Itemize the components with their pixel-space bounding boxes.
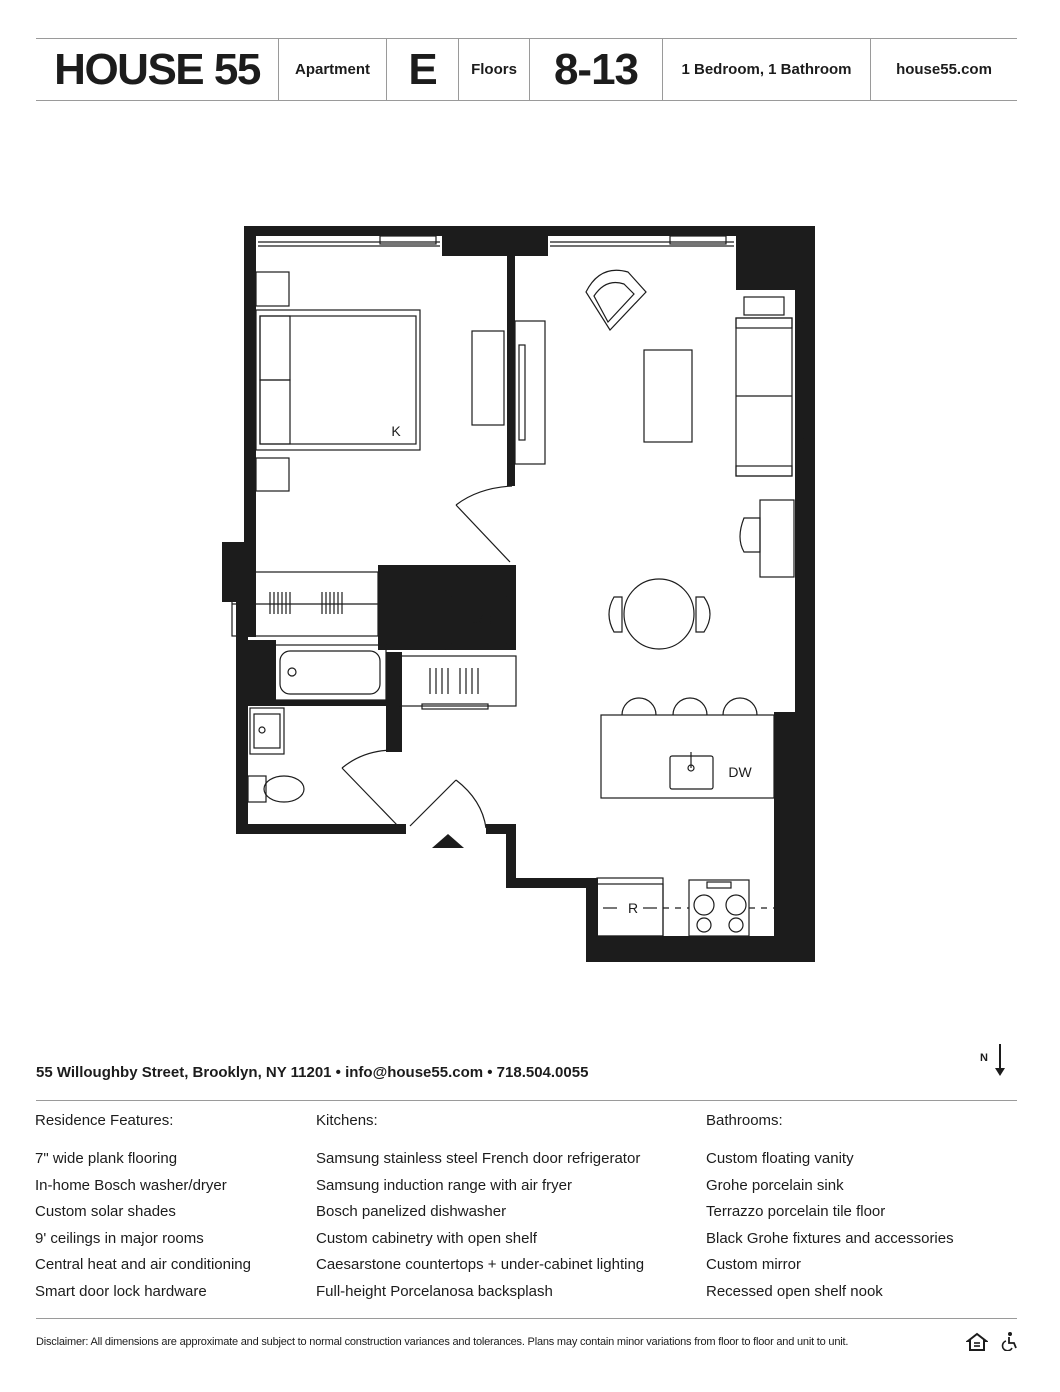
list-item: Custom mirror <box>706 1256 802 1273</box>
list-item: Terrazzo porcelain tile floor <box>706 1203 886 1220</box>
plan-walls <box>222 226 815 962</box>
list-item: Custom floating vanity <box>706 1150 854 1167</box>
list-item: Custom cabinetry with open shelf <box>316 1229 537 1247</box>
divider <box>36 1318 1017 1319</box>
accessibility-icon <box>1000 1331 1020 1351</box>
entry-arrow-icon <box>432 834 464 848</box>
apartment-letter: E <box>387 39 459 100</box>
equal-housing-icon <box>966 1332 988 1352</box>
floors-label: Floors <box>459 39 530 100</box>
bathroom-features <box>706 1112 954 1305</box>
list-item: Samsung induction range with air fryer <box>316 1176 572 1194</box>
list-item: In-home Bosch washer/dryer <box>35 1176 227 1194</box>
list-item: Smart door lock hardware <box>35 1282 207 1300</box>
list-item: Samsung stainless steel French door refrigerator <box>316 1150 641 1167</box>
divider <box>36 1100 1017 1101</box>
north-arrow-icon <box>980 1044 1010 1078</box>
list-item: Bosch panelized dishwasher <box>316 1203 507 1220</box>
list-item: Central heat and air conditioning <box>35 1256 251 1273</box>
brand-logo: HOUSE 55 <box>36 39 279 100</box>
north-label: N <box>980 1052 988 1064</box>
list-item: Custom solar shades <box>35 1203 176 1220</box>
contact-address: 55 Willoughby Street, Brooklyn, NY 11201 • info@house55.com • 718.504.0055 <box>36 1064 589 1081</box>
apartment-label: Apartment <box>279 39 387 100</box>
floors-range: 8-13 <box>530 39 663 100</box>
list-item: Caesarstone countertops + under-cabinet lighting <box>316 1256 645 1273</box>
bed-size-label: K <box>391 423 401 439</box>
residence-features-title: Residence Features: <box>35 1112 174 1129</box>
list-item: Recessed open shelf nook <box>706 1282 883 1300</box>
residence-features <box>35 1112 251 1305</box>
list-item: 7" wide plank flooring <box>35 1150 178 1167</box>
disclaimer-text: Disclaimer: All dimensions are approximate and subject to normal construction variances and tolerances. Plans may contain minor variations from floor to floor and unit to unit. <box>36 1336 849 1348</box>
list-item: 9' ceilings in major rooms <box>35 1229 204 1247</box>
list-item: Full-height Porcelanosa backsplash <box>316 1282 553 1300</box>
washer-dryer-label: W/D <box>465 612 493 628</box>
kitchen-features <box>316 1112 644 1305</box>
list-item: Grohe porcelain sink <box>706 1176 844 1194</box>
bathroom-features-title: Bathrooms: <box>706 1112 783 1129</box>
badges <box>966 1330 1022 1352</box>
refrigerator-label: R <box>627 900 639 916</box>
bed-bath-count: 1 Bedroom, 1 Bathroom <box>663 39 871 100</box>
kitchen-features-title: Kitchens: <box>316 1112 378 1129</box>
north-compass <box>980 1044 1010 1078</box>
dishwasher-label: DW <box>728 764 752 780</box>
list-item: Black Grohe fixtures and accessories <box>706 1229 954 1247</box>
website-link[interactable]: house55.com <box>896 61 992 78</box>
